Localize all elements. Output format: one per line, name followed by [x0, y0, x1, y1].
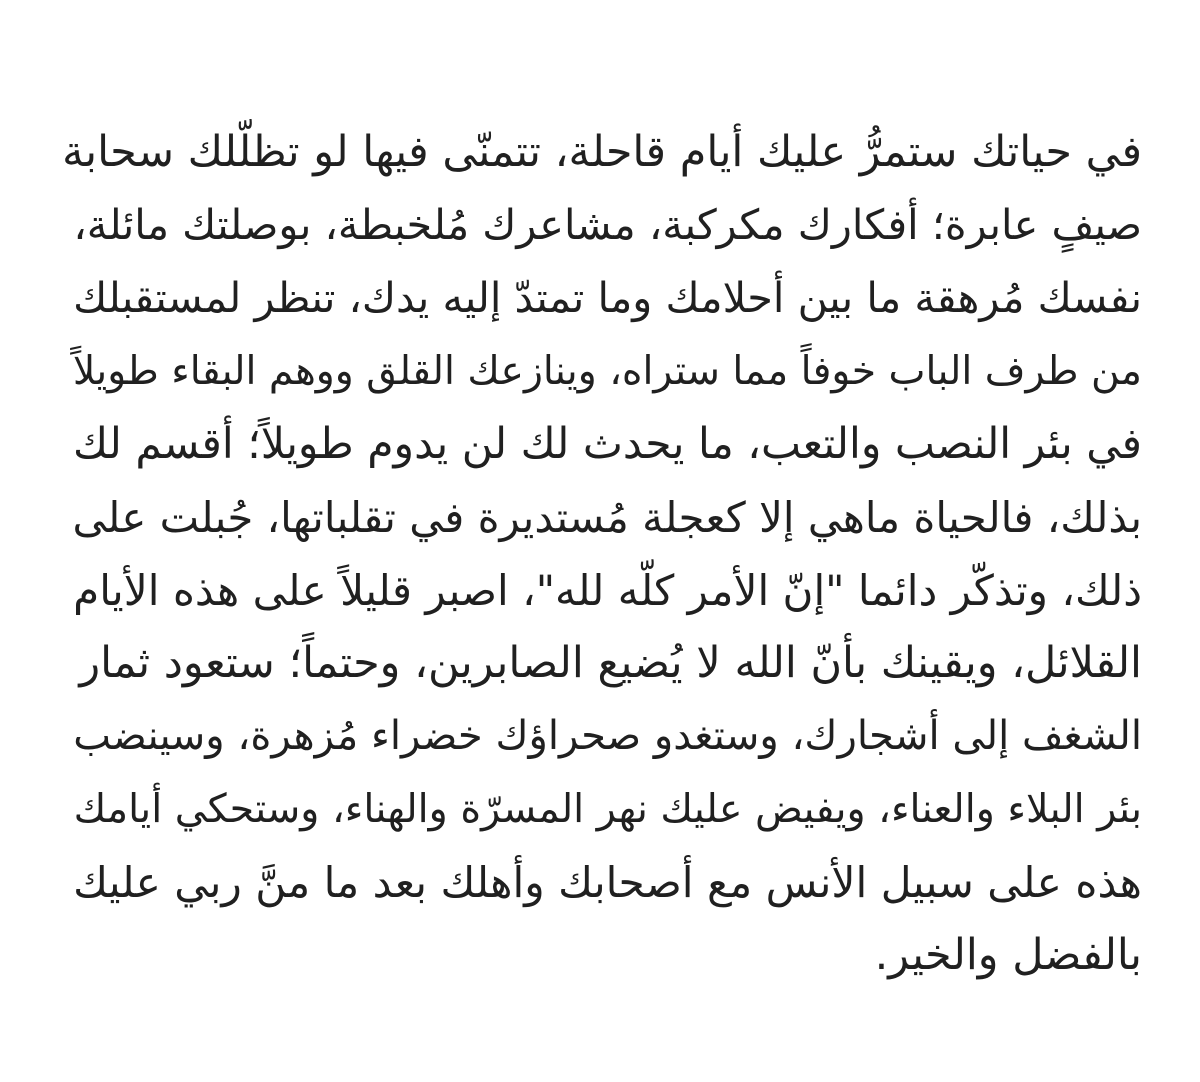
paragraph-line-6: بذلك، فالحياة ماهي إلا كعجلة مُستديرة في تقلباتها، جُبلت على [72, 493, 1142, 542]
paragraph-line-5: في بئر النصب والتعب، ما يحدث لك لن يدوم طويلاً؛ أقسم لك [73, 420, 1142, 469]
paragraph-line-11: هذه على سبيل الأنس مع أصحابك وأهلك بعد ما منَّ ربي عليك [73, 858, 1142, 907]
paragraph-line-7: ذلك، وتذكّر دائما "إنّ الأمر كلّه لله"، اصبر قليلاً على هذه الأيام [73, 566, 1142, 615]
paragraph-line-3: نفسك مُرهقة ما بين أحلامك وما تمتدّ إليه يدك، تنظر لمستقبلك [73, 274, 1142, 322]
arabic-paragraph [62, 116, 1142, 992]
paragraph-line-1: في حياتك ستمرُّ عليك أيام قاحلة، تتمنّى فيها لو تظلّلك سحابة [62, 127, 1142, 177]
paragraph-line-9: الشغف إلى أشجارك، وستغدو صحراؤك خضراء مُزهرة، وسينضب [73, 713, 1142, 759]
paragraph-line-4: من طرف الباب خوفاً مما ستراه، وينازعك القلق ووهم البقاء طويلاً [72, 349, 1142, 394]
paragraph-line-2: صيفٍ عابرة؛ أفكارك مكركبة، مشاعرك مُلخبطة، بوصلتك مائلة، [73, 201, 1142, 249]
paragraph-line-8: القلائل، ويقينك بأنّ الله لا يُضيع الصابرين، وحتماً؛ ستعود ثمار [79, 638, 1142, 688]
paragraph-line-10: بئر البلاء والعناء، ويفيض عليك نهر المسرّة والهناء، وستحكي أيامك [73, 786, 1142, 832]
paragraph-line-12: بالفضل والخير. [874, 930, 1142, 980]
